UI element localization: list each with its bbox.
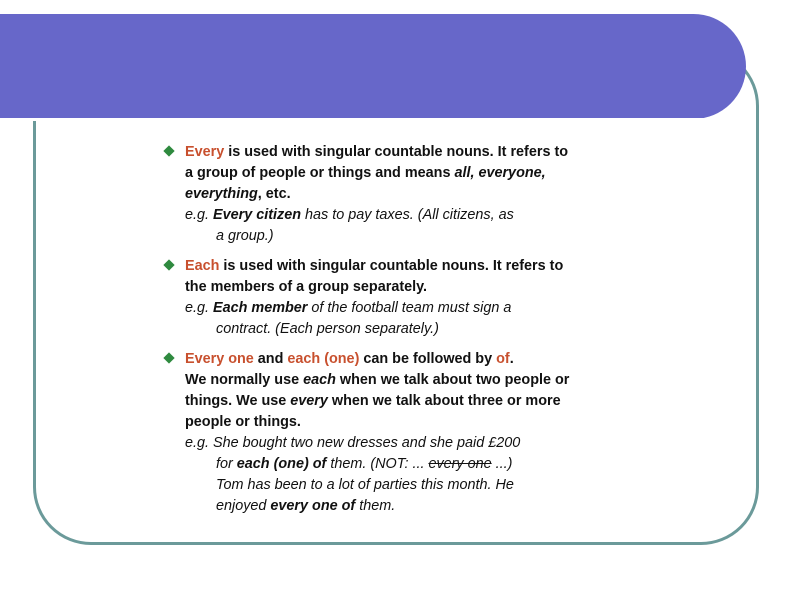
term-each: Each: [185, 258, 220, 274]
diamond-bullet-icon: [163, 352, 174, 363]
example-fragment: for: [216, 456, 237, 472]
diamond-bullet-icon: [163, 145, 174, 156]
rule-text: [185, 256, 570, 298]
grammar-content: [160, 142, 570, 526]
example-prefix: e.g.: [185, 207, 214, 223]
bullet-every-one: [160, 349, 570, 517]
example-fragment: them.: [355, 498, 396, 514]
example-text: [185, 205, 570, 226]
term-every: Every: [185, 144, 225, 160]
rule-fragment: is used with singular countable nouns. It refers to a group of people or things and means: [185, 144, 569, 181]
rule-fragment: We normally use: [185, 372, 304, 388]
term-each-one: each (one): [287, 351, 360, 367]
example-bold: every one of: [270, 498, 356, 514]
rule-emphasis: every: [290, 393, 328, 409]
rule-fragment: and: [253, 351, 288, 367]
rule-text: [185, 142, 570, 205]
example-prefix: e.g.: [185, 435, 214, 451]
rule-fragment: , etc.: [257, 186, 291, 202]
banner-divider: [0, 118, 706, 121]
example-text: [185, 298, 570, 319]
diamond-bullet-icon: [163, 259, 174, 270]
example-fragment: ...): [491, 456, 513, 472]
rule-fragment: when we talk about two people or things. We use: [185, 372, 570, 409]
term-every-one: Every one: [185, 351, 254, 367]
rule-explanation: [185, 370, 570, 433]
term-of: of: [496, 351, 510, 367]
rule-fragment: when we talk about three or more people or things.: [185, 393, 561, 430]
example-fragment: enjoyed: [216, 498, 271, 514]
example-continuation: contract. (Each person separately.): [216, 321, 439, 337]
title-banner: [0, 14, 746, 119]
bullet-each: [160, 256, 570, 340]
example-fragment: has to pay taxes. (All citizens, as: [301, 207, 514, 223]
example-continuation: Tom has been to a lot of parties this month. He: [216, 477, 514, 493]
rule-fragment: .: [509, 351, 514, 367]
example-fragment: them. (NOT: ...: [326, 456, 429, 472]
rule-fragment: is used with singular countable nouns. It refers to the members of a group separately.: [185, 258, 564, 295]
rule-text: [185, 349, 570, 370]
example-continuation: [185, 496, 570, 517]
example-continuation: [185, 454, 570, 475]
rule-emphasis: all, everyone, everything: [185, 165, 546, 202]
example-bold: each (one) of: [236, 456, 327, 472]
struck-text: every one: [428, 456, 492, 472]
example-text: [185, 433, 570, 454]
example-bold: Each member: [213, 300, 308, 316]
example-fragment: She bought two new dresses and she paid £200: [213, 435, 521, 451]
example-continuation: a group.): [216, 228, 274, 244]
example-fragment: of the football team must sign a: [307, 300, 512, 316]
example-bold: Every citizen: [213, 207, 302, 223]
example-prefix: e.g.: [185, 300, 214, 316]
rule-fragment: can be followed by: [359, 351, 497, 367]
bullet-every: [160, 142, 570, 247]
rule-emphasis: each: [303, 372, 336, 388]
